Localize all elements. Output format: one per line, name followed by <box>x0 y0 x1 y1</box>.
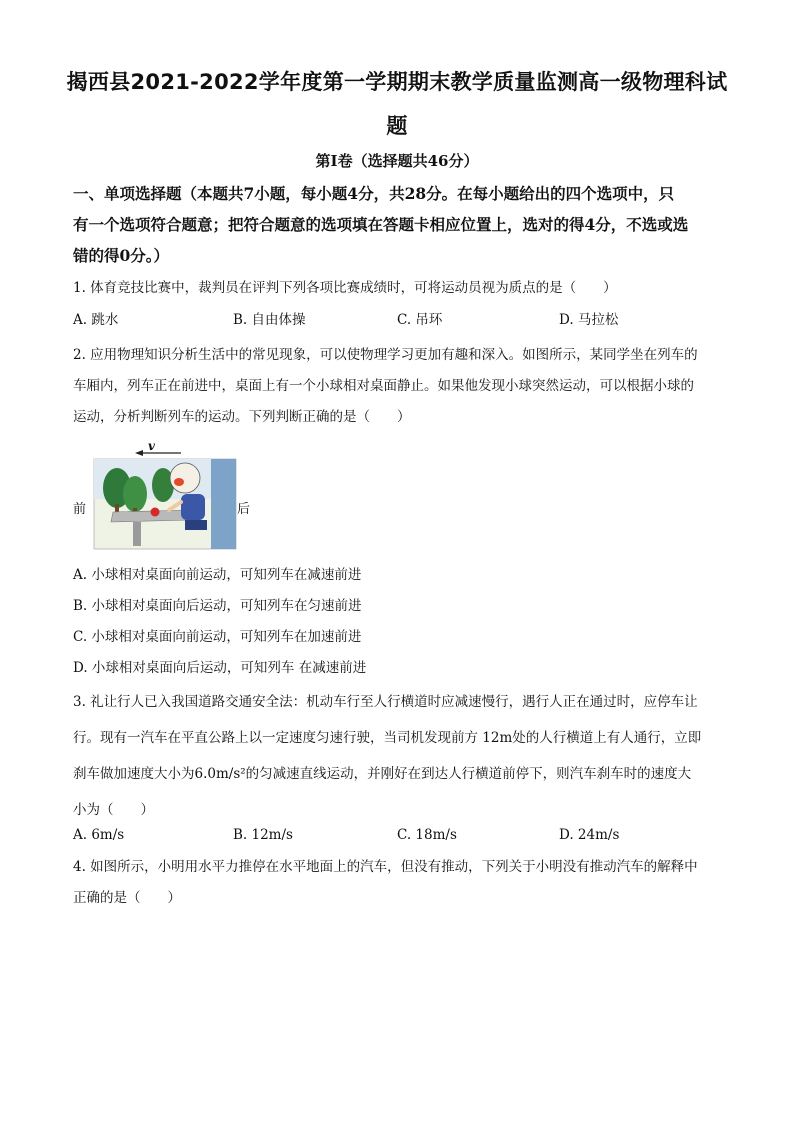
question-2-text <box>73 340 725 433</box>
option-c: C. 小球相对桌面向前运动，可知列车在加速前进 <box>73 629 362 645</box>
option-c: C. 吊环 <box>397 312 443 328</box>
question-3-line: 刹车做加速度大小为6.0m/s²的匀减速直线运动，并刚好在到达人行横道前停下，则汽车刹车时的速度大 <box>73 766 692 782</box>
section-heading-line: 有一个选项符合题意；把符合题意的选项填在答题卡相应位置上，选对的得4分，不选或选 <box>73 215 689 234</box>
option-b: B. 小球相对桌面向后运动，可知列车在匀速前进 <box>73 598 362 614</box>
option-b: B. 自由体操 <box>233 312 306 328</box>
question-2-line: 车厢内，列车正在前进中，桌面上有一个小球相对桌面静止。如果他发现小球突然运动，可以根据小球的 <box>73 378 694 394</box>
option-d: D. 24m/s <box>559 827 620 843</box>
option-a: A. 6m/s <box>73 827 125 843</box>
question-3-line: 小为（ ） <box>73 802 154 818</box>
exam-title-line1: 揭西县2021-2022学年度第一学期期末教学质量监测高一级物理科试 <box>66 70 728 94</box>
train-figure <box>73 440 253 550</box>
question-4-line: 4. 如图所示，小明用水平力推停在水平地面上的汽车，但没有推动，下列关于小明没有推动汽车的解释中 <box>73 859 698 875</box>
section-heading-line: 错的得0分。） <box>73 246 170 265</box>
question-4-text <box>73 852 725 914</box>
back-label: 后 <box>237 502 251 517</box>
question-2-line: 运动，分析判断列车的运动。下列判断正确的是（ ） <box>73 409 411 425</box>
front-label: 前 <box>73 502 87 517</box>
velocity-label: v <box>148 440 155 453</box>
section-heading-line: 一、单项选择题（本题共7小题，每小题4分，共28分。在每小题给出的四个选项中，只 <box>73 184 675 203</box>
train-carriage-illustration <box>73 440 253 550</box>
option-b: B. 12m/s <box>233 827 293 843</box>
exam-title-line2: 题 <box>386 114 408 138</box>
question-3-text <box>73 684 725 828</box>
option-a: A. 跳水 <box>73 312 119 328</box>
question-3-line: 3. 礼让行人已入我国道路交通安全法：机动车行至人行横道时应减速慢行，遇行人正在通过时，应停车让 <box>73 694 698 710</box>
option-d: D. 马拉松 <box>559 312 619 328</box>
question-2-options <box>73 560 725 684</box>
option-a: A. 小球相对桌面向前运动，可知列车在减速前进 <box>73 567 362 583</box>
option-d: D. 小球相对桌面向后运动，可知列车 在减速前进 <box>73 660 367 676</box>
question-2-line: 2. 应用物理知识分析生活中的常见现象，可以使物理学习更加有趣和深入。如图所示，某同学坐在列车的 <box>73 347 698 363</box>
question-1-text: 1. 体育竞技比赛中，裁判员在评判下列各项比赛成绩时，可将运动员视为质点的是（ ） <box>73 280 617 296</box>
section-heading <box>73 178 728 271</box>
question-4-line: 正确的是（ ） <box>73 890 181 906</box>
question-3-line: 行。现有一汽车在平直公路上以一定速度匀速行驶，当司机发现前方 12m处的人行横道上有人通行，立即 <box>73 730 702 746</box>
part-title: 第Ⅰ卷（选择题共46分） <box>315 152 479 170</box>
option-c: C. 18m/s <box>397 827 457 843</box>
